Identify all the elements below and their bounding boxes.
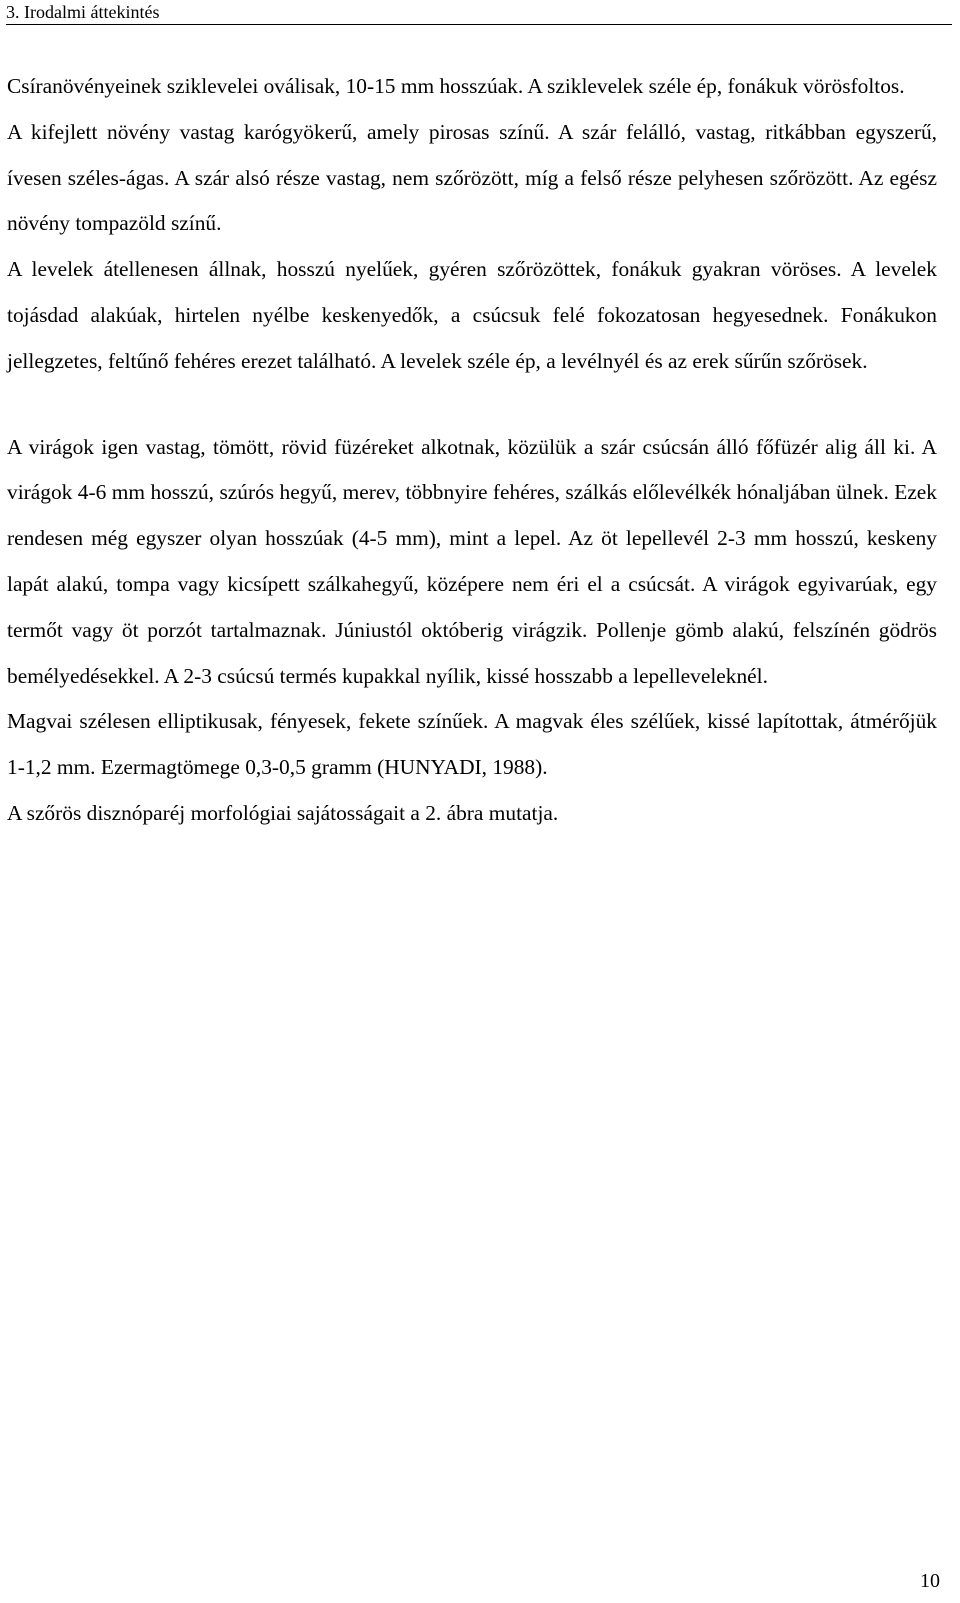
header-divider	[6, 24, 952, 25]
body-text	[7, 64, 937, 837]
paragraph-leaves: A levelek átellenesen állnak, hosszú nyelűek, gyéren szőrözöttek, fonákuk gyakran vöröses. A levelek tojásdad alakúak, hirtelen nyélbe keskenyedők, a csúcsuk felé fokozatosan hegyesednek. Fonákukon jellegzetes, feltűnő fehéres erezet található. A levelek széle ép, a levélnyél és az erek sűrűn szőrösek.	[7, 257, 937, 373]
running-header: 3. Irodalmi áttekintés	[6, 2, 160, 22]
paragraph-stem: A kifejlett növény vastag karógyökerű, amely pirosas színű. A szár felálló, vastag, ritkábban egyszerű, ívesen széles-ágas. A szár alsó része vastag, nem szőrözött, míg a felső része pelyhesen szőrözött. Az egész növény tompazöld színű.	[7, 119, 937, 236]
page-number: 10	[920, 1570, 940, 1592]
paragraph-seeds: Magvai szélesen elliptikusak, fényesek, fekete színűek. A magvak éles szélűek, kissé lapítottak, átmérőjük 1-1,2 mm. Ezermagtömege 0,3-0,5 gramm (HUNYADI, 1988).	[7, 709, 937, 780]
paragraph-flowers: A virágok igen vastag, tömött, rövid füzéreket alkotnak, közülük a szár csúcsán álló főfüzér alig áll ki. A virágok 4-6 mm hosszú, szúrós hegyű, merev, többnyire fehéres, szálkás előlevélkék hónaljában ülnek. Ezek rendesen még egyszer olyan hosszúak (4-5 mm), mint a lepel. Az öt lepellevél 2-3 mm hosszú, keskeny lapát alakú, tompa vagy kicsípett szálkahegyű, középere nem éri el a csúcsát. A virágok egyivarúak, egy termőt vagy öt porzót tartalmaznak. Júniustól októberig virágzik. Pollenje gömb alakú, felszínén gödrös bemélyedésekkel. A 2-3 csúcsú termés kupakkal nyílik, kissé hosszabb a lepelleveleknél.	[7, 434, 937, 688]
paragraph-seedling: Csíranövényeinek sziklevelei oválisak, 10-15 mm hosszúak. A sziklevelek széle ép, fonákuk vörösfoltos.	[7, 74, 905, 98]
paragraph-figure-reference: A szőrös disznóparéj morfológiai sajátosságait a 2. ábra mutatja.	[7, 800, 559, 825]
